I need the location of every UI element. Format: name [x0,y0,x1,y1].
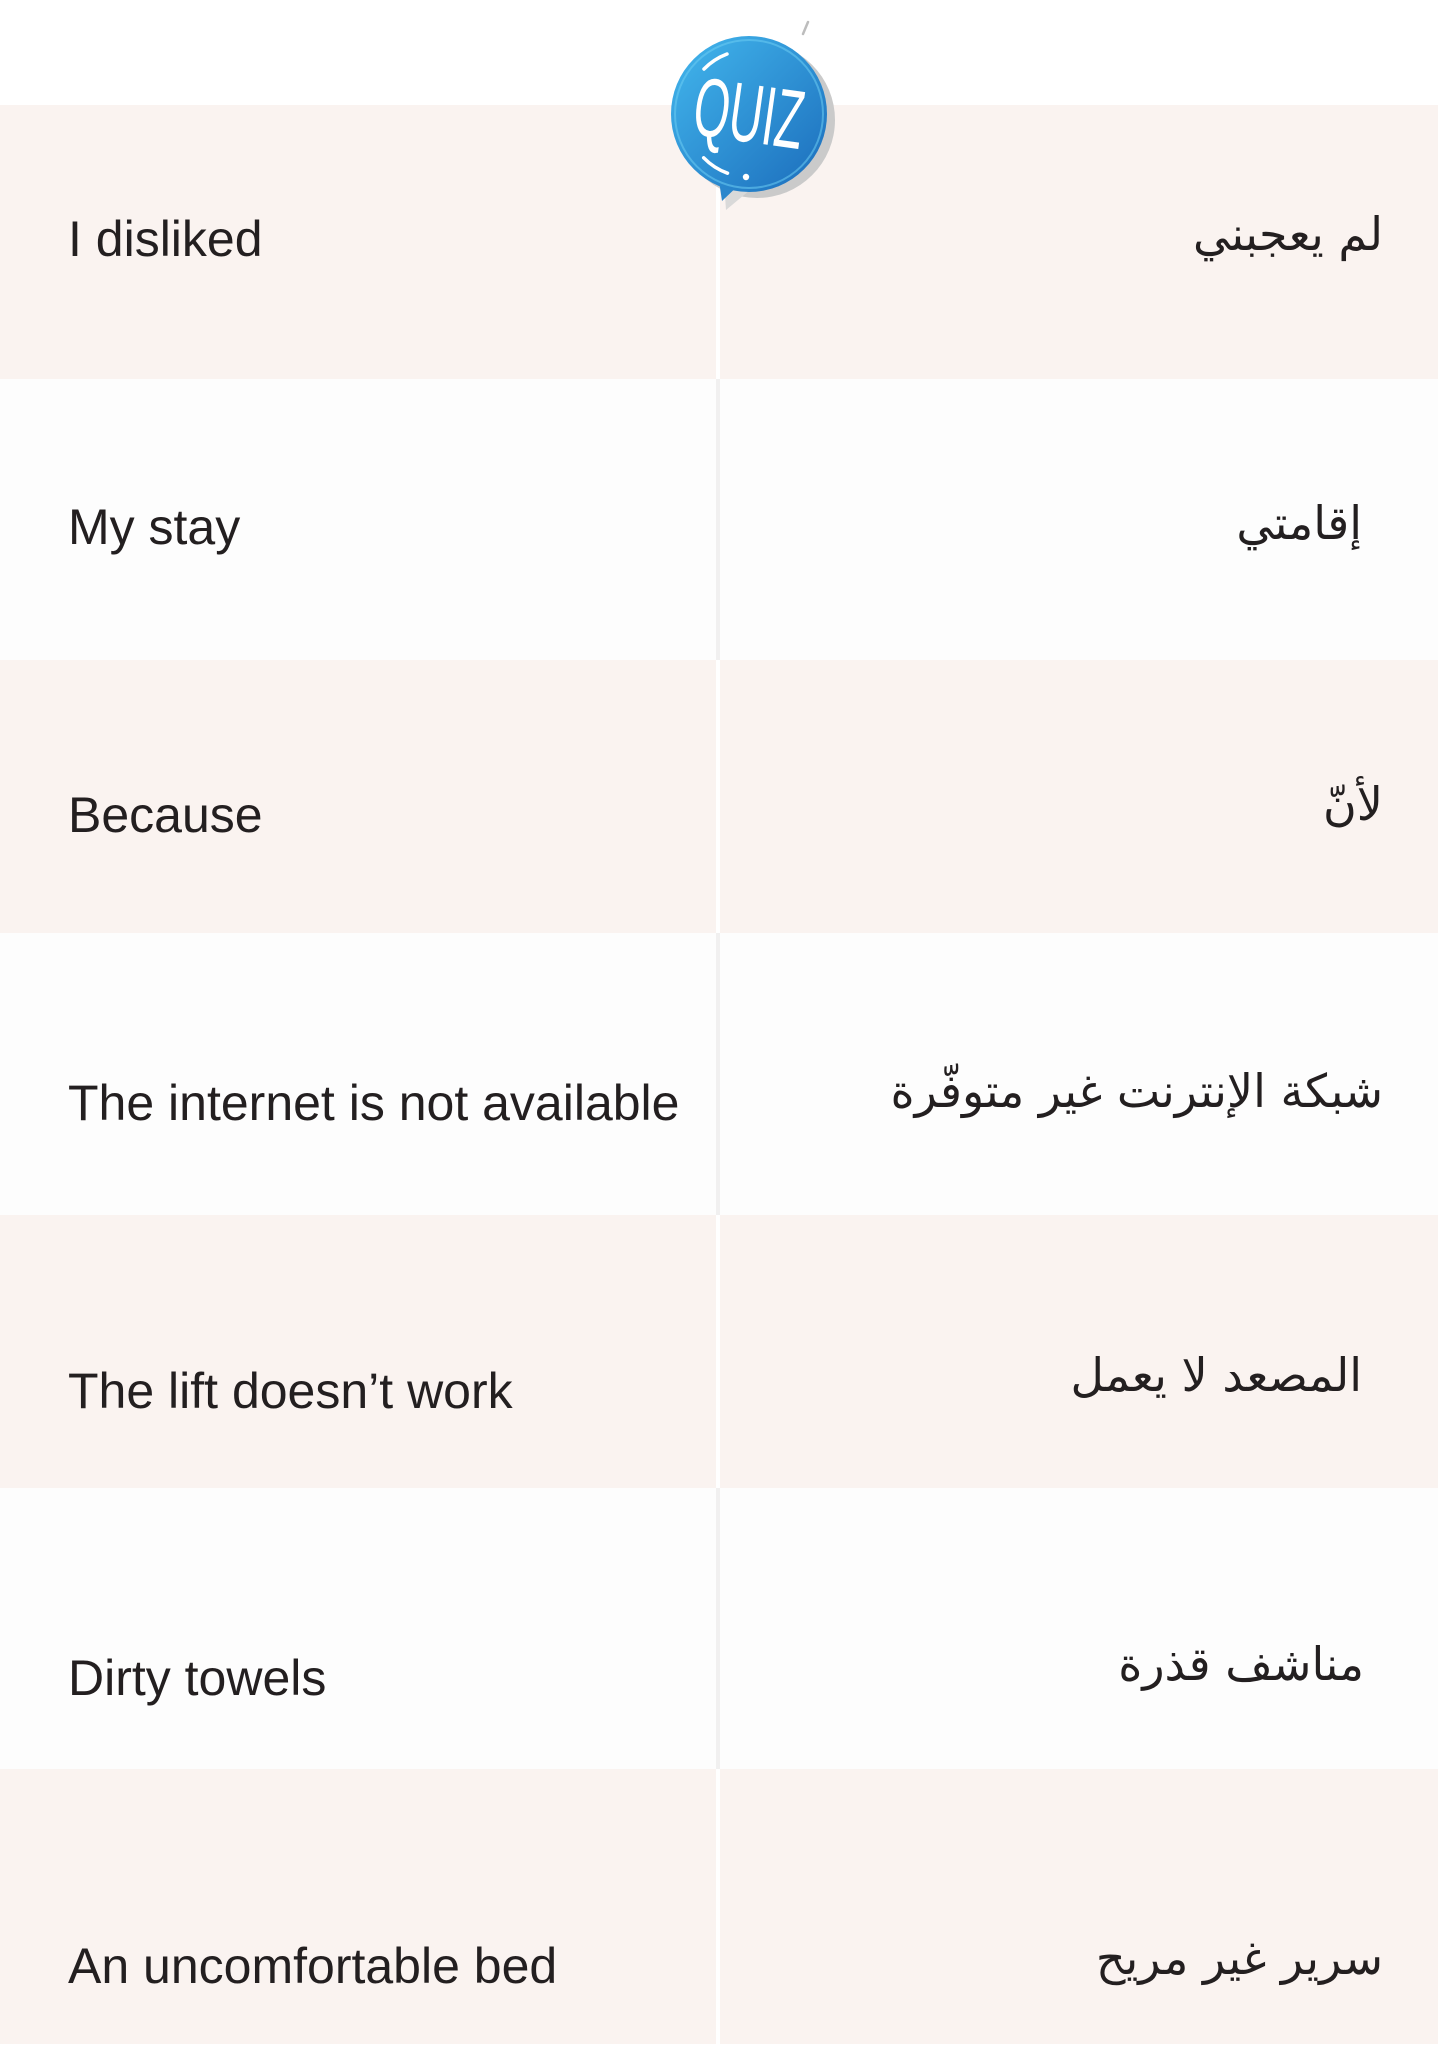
arabic-cell [720,1488,1438,1769]
english-cell [0,379,716,660]
quiz-logo [662,14,842,214]
quiz-label: QUIZ [688,60,810,168]
arabic-cell [720,1215,1438,1488]
arabic-phrase: لم يعجبني [1192,207,1383,261]
english-cell [0,1769,716,2044]
vocab-row [0,379,1438,660]
vocab-row [0,1769,1438,2044]
vocab-row [0,660,1438,933]
english-phrase: The internet is not available [68,1075,680,1131]
english-cell [0,933,716,1215]
english-phrase: Dirty towels [68,1650,327,1706]
english-cell [0,1215,716,1488]
english-phrase: Because [68,787,263,843]
arabic-cell [720,933,1438,1215]
arabic-cell [720,660,1438,933]
english-cell [0,660,716,933]
arabic-cell [720,379,1438,660]
vocab-row [0,1488,1438,1769]
arabic-phrase: إقامتي [1236,496,1362,550]
english-phrase: My stay [68,499,241,555]
vocab-row [0,1215,1438,1488]
english-phrase: An uncomfortable bed [68,1938,558,1994]
arabic-cell [720,1769,1438,2044]
tick-mark-icon [803,22,808,34]
arabic-phrase: مناشف قذرة [1118,1637,1364,1691]
arabic-phrase: المصعد لا يعمل [1070,1348,1362,1402]
arabic-phrase: لأنّ [1322,777,1383,831]
dot-icon [743,174,749,180]
english-phrase: I disliked [68,211,263,267]
vocab-row [0,933,1438,1215]
arabic-phrase: سرير غير مريح [1095,1931,1383,1985]
english-phrase: The lift doesn’t work [68,1363,513,1419]
english-cell [0,105,716,379]
english-cell [0,1488,716,1769]
arabic-phrase: شبكة الإنترنت غير متوفّرة [890,1064,1383,1118]
